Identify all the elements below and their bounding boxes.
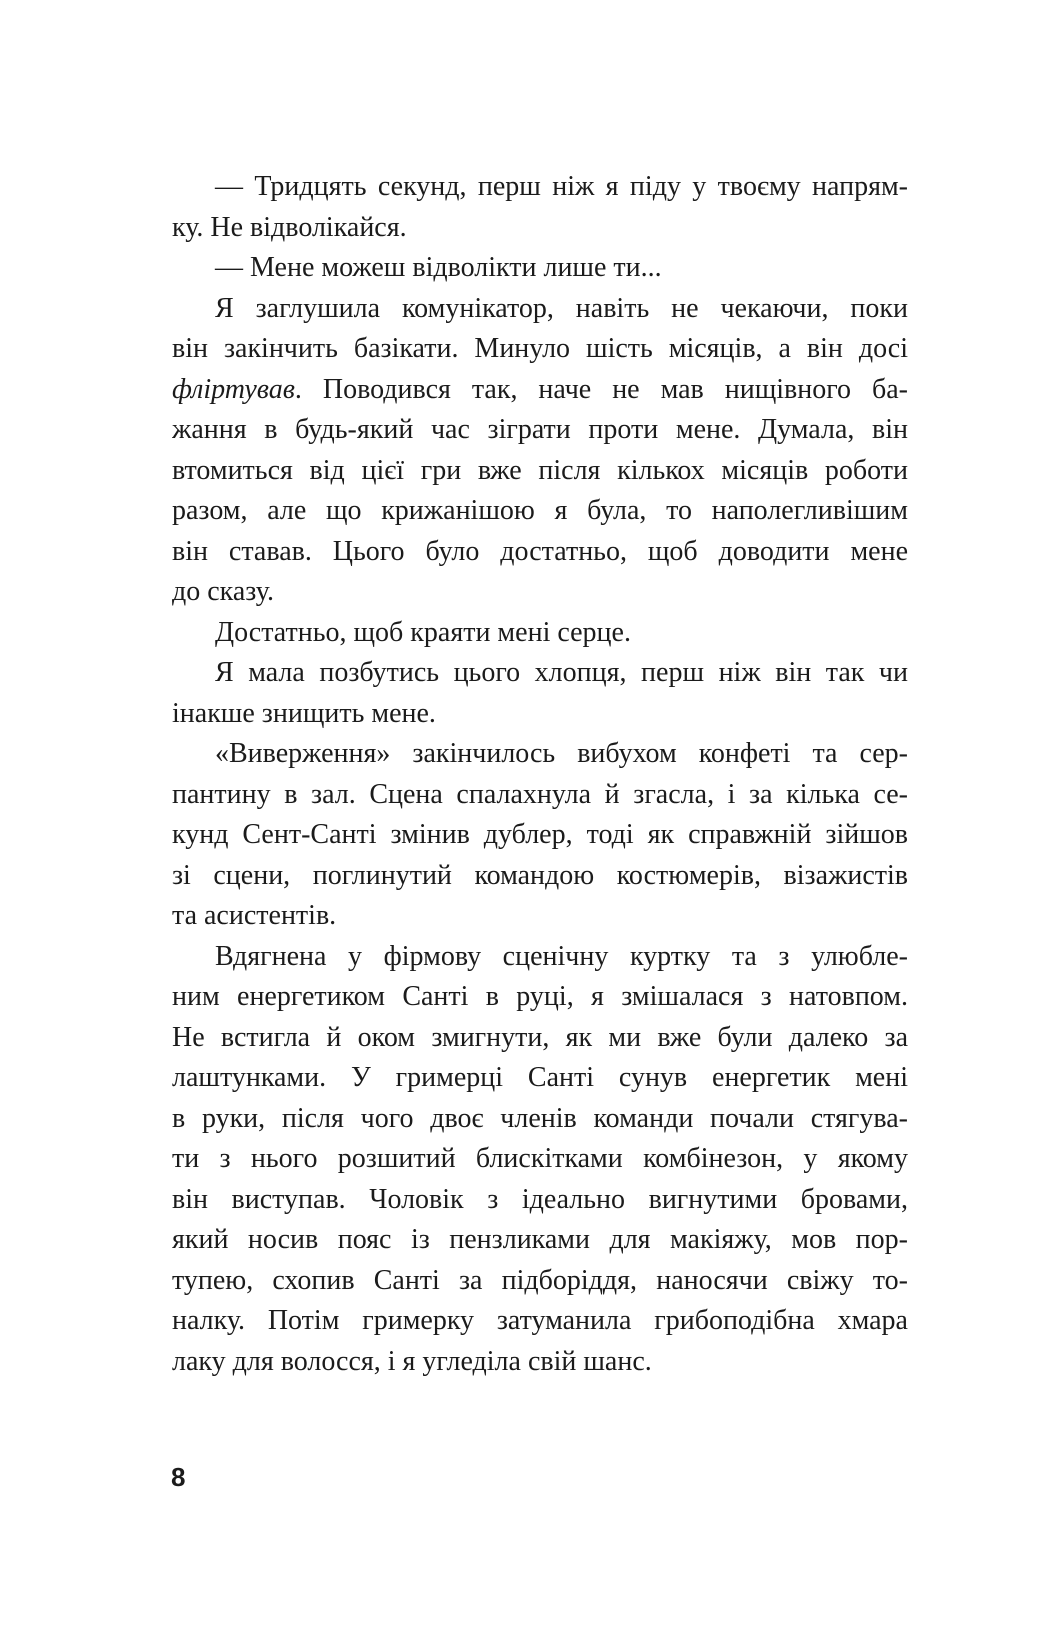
text-line [172, 977, 908, 1018]
text-segment: пантину в зал. Сцена спалахнула й згасла, і за кілька се- [172, 778, 908, 810]
text-segment: в руки, після чого двоє членів команди почали стягува- [172, 1102, 908, 1134]
text-line [172, 1301, 908, 1342]
text-segment: він закінчить базікати. Минуло шість місяців, а він досі [172, 333, 908, 364]
text-segment: ку. Не відволікайся. [172, 211, 407, 243]
text-line [172, 1099, 908, 1140]
text-line [172, 410, 908, 451]
text-segment: він виступав. Чоловік з ідеально вигнутими бровами, [172, 1183, 908, 1215]
text-segment: ним енергетиком Санті в руці, я змішалася з натовпом. [172, 981, 908, 1012]
text-line [172, 572, 908, 613]
text-segment: Я заглушила комунікатор, навіть не чекаючи, поки [215, 292, 908, 324]
text-segment: Вдягнена у фірмову сценічну куртку та з улюбле- [215, 940, 908, 972]
text-line [172, 370, 908, 411]
text-line [172, 1261, 908, 1302]
text-line [172, 1342, 908, 1383]
text-line [172, 1220, 908, 1261]
text-segment: — Тридцять секунд, перш ніж я піду у твоєму напрям- [215, 171, 908, 202]
text-segment: ти з нього розшитий блискітками комбінезон, у якому [172, 1143, 908, 1174]
text-line [172, 1018, 908, 1059]
italic-text: фліртував [172, 373, 295, 405]
text-line [172, 613, 908, 654]
text-segment: «Виверження» закінчилось вибухом конфеті та сер- [215, 738, 908, 769]
text-segment: Достатньо, щоб краяти мені серце. [215, 616, 631, 648]
text-line [172, 1180, 908, 1221]
text-segment: лаштунками. У гримерці Санті сунув енергетик мені [172, 1062, 908, 1093]
text-segment: — Мене можеш відволікти лише ти... [215, 252, 662, 283]
text-segment: налку. Потім гримерку затуманила грибоподібна хмара [172, 1305, 908, 1336]
text-line [172, 208, 908, 249]
text-line [172, 734, 908, 775]
text-line [172, 937, 908, 978]
text-line [172, 1139, 908, 1180]
text-line [172, 694, 908, 735]
text-segment: Не встигла й оком змигнути, як ми вже були далеко за [172, 1021, 908, 1053]
text-line [172, 451, 908, 492]
text-line [172, 896, 908, 937]
text-segment: . Поводився так, наче не мав нищівного ба- [294, 373, 908, 405]
text-line [172, 167, 908, 208]
page-number: 8 [171, 1462, 186, 1492]
text-line [172, 289, 908, 330]
text-segment: разом, але що крижанішою я була, то наполегливішим [172, 495, 908, 526]
text-segment: тупею, схопив Санті за підборіддя, наносячи свіжу то- [172, 1264, 908, 1296]
text-segment: Я мала позбутись цього хлопця, перш ніж він так чи [215, 657, 908, 688]
text-segment: та асистентів. [172, 900, 337, 931]
text-line [172, 248, 908, 289]
text-segment: який носив пояс із пензликами для макіяжу, мов пор- [172, 1224, 908, 1255]
text-segment: кунд Сент-Санті змінив дублер, тоді як справжній зійшов [172, 819, 908, 850]
text-segment: жання в будь-який час зіграти проти мене. Думала, він [172, 414, 908, 445]
text-block [172, 167, 908, 1382]
text-segment: до сказу. [172, 576, 274, 607]
text-line [172, 1058, 908, 1099]
text-line [172, 532, 908, 573]
text-line [172, 329, 908, 370]
text-line [172, 856, 908, 897]
text-segment: він ставав. Цього було достатньо, щоб доводити мене [172, 535, 908, 567]
text-line [172, 491, 908, 532]
text-line [172, 775, 908, 816]
text-line [172, 815, 908, 856]
text-segment: втомиться від цієї гри вже після кількох місяців роботи [172, 454, 908, 486]
text-segment: лаку для волосся, і я угледіла свій шанс. [172, 1345, 652, 1377]
text-segment: інакше знищить мене. [172, 697, 436, 729]
text-line [172, 653, 908, 694]
text-segment: зі сцени, поглинутий командою костюмерів, візажистів [172, 859, 908, 891]
